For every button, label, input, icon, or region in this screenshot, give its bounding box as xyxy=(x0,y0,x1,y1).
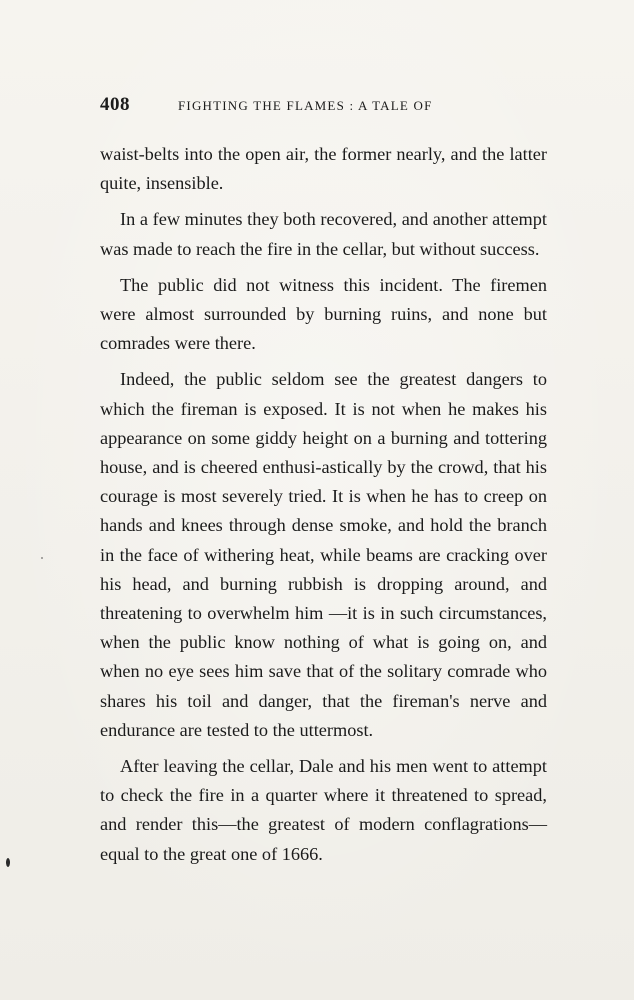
ink-speck xyxy=(6,858,10,867)
ink-speck xyxy=(41,557,43,559)
running-head: FIGHTING THE FLAMES : A TALE OF xyxy=(178,98,433,113)
paragraph: After leaving the cellar, Dale and his men went to attempt to check the fire in a quarter where it threatened to spread, and render this—the greatest of modern conflagrations—equal to the great one of 1666. xyxy=(100,756,547,864)
page-header xyxy=(100,94,546,118)
paragraph: In a few minutes they both recovered, and another attempt was made to reach the fire in the cellar, but without success. xyxy=(100,209,547,259)
body-text xyxy=(100,140,547,869)
paragraph: waist-belts into the open air, the former nearly, and the latter quite, insensible. xyxy=(100,144,547,194)
page-number: 408 xyxy=(100,94,130,115)
paragraph: Indeed, the public seldom see the greatest dangers to which the fireman is exposed. It is not when he makes his appearance on some giddy height on a burning and tottering house, and is cheered enthusi-astically by the crowd, that his courage is most severely tried. It is when he has to creep on hands and knees through dense smoke, and hold the branch in the face of withering heat, while beams are cracking over his head, and burning rubbish is dropping around, and threatening to overwhelm him —it is in such circumstances, when the public know nothing of what is going on, and when no eye sees him save that of the solitary comrade who shares his toil and danger, that the fireman's nerve and endurance are tested to the uttermost. xyxy=(100,369,547,740)
paragraph: The public did not witness this incident. The firemen were almost surrounded by burning ruins, and none but comrades were there. xyxy=(100,274,547,354)
